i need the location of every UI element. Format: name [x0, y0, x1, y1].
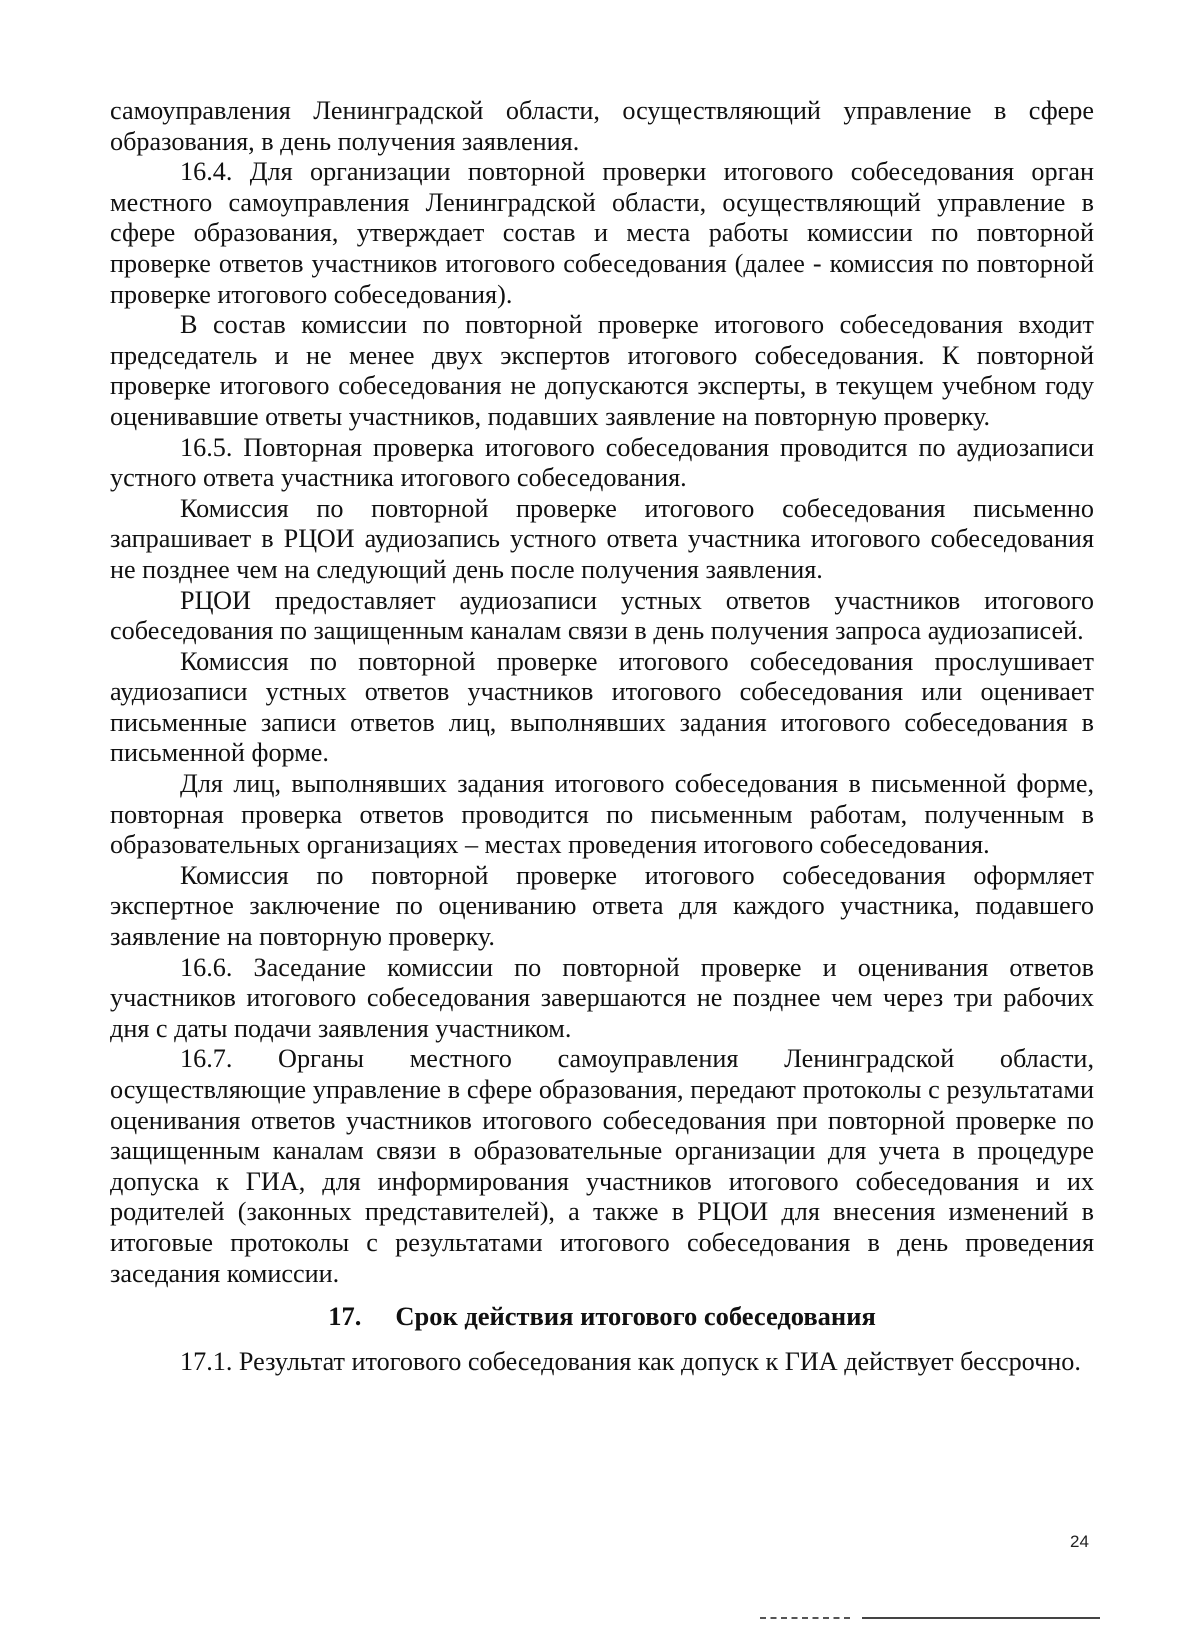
paragraph-continuation: самоуправления Ленинградской области, осуществляющий управление в сфере образования, в день получения заявления. [110, 96, 1094, 156]
paragraph-rcoi-provides: РЦОИ предоставляет аудиозаписи устных ответов участников итогового собеседования по защищенным каналам связи в день получения запроса аудиозаписей. [110, 585, 1094, 646]
section-title: Срок действия итогового собеседования [395, 1301, 876, 1332]
paragraph-commission-composition: В состав комиссии по повторной проверке итогового собеседования входит председатель и не менее двух экспертов итогового собеседования. К повторной проверке итогового собеседования не допускаются эксперты, в текущем учебном году оценивавшие ответы участников, подавших заявление на повторную проверку. [110, 310, 1094, 431]
paragraph-written-form: Для лиц, выполнявших задания итогового собеседования в письменной форме, повторная проверка ответов проводится по письменным работам, полученным в образовательных организациях – местах проведения итогового собеседования. [110, 769, 1094, 860]
paragraph-16-5: 16.5. Повторная проверка итогового собеседования проводится по аудиозаписи устного ответа участника итогового собеседования. [110, 432, 1094, 493]
section-number: 17. [328, 1301, 362, 1332]
paragraph-audio-request: Комиссия по повторной проверке итогового собеседования письменно запрашивает в РЦОИ аудиозапись устного ответа участника итогового собеседования не позднее чем на следующий день после получения заявления. [110, 493, 1094, 584]
paragraph-16-6: 16.6. Заседание комиссии по повторной проверке и оценивания ответов участников итогового собеседования завершаются не позднее чем через три рабочих дня с даты подачи заявления участником. [110, 952, 1094, 1043]
paragraph-commission-listens: Комиссия по повторной проверке итогового собеседования прослушивает аудиозаписи устных ответов участников итогового собеседования или оценивает письменные записи ответов лиц, выполнявших задания итогового собеседования в письменной форме. [110, 646, 1094, 768]
paragraph-expert-conclusion: Комиссия по повторной проверке итогового собеседования оформляет экспертное заключение по оцениванию ответа для каждого участника, подавшего заявление на повторную проверку. [110, 860, 1094, 952]
paragraph-17-1: 17.1. Результат итогового собеседования как допуск к ГИА действует бессрочно. [180, 1347, 1081, 1377]
scan-artifact-line [862, 1617, 1100, 1619]
section-heading [110, 1299, 1094, 1333]
document-body [110, 96, 1094, 1378]
paragraph-16-7: 16.7. Органы местного самоуправления Ленинградской области, осуществляющие управление в сфере образования, передают протоколы с результатами оценивания ответов участников итогового собеседования при повторной проверке по защищенным каналам связи в образовательные организации для учета в процедуре допуска к ГИА, для информирования участников итогового собеседования и их родителей (законных представителей), а также в РЦОИ для внесения изменений в итоговые протоколы с результатами итогового собеседования в день проведения заседания комиссии. [110, 1044, 1094, 1288]
page-number: 24 [1070, 1532, 1089, 1551]
scan-artifact-line [760, 1617, 850, 1619]
paragraph-16-4: 16.4. Для организации повторной проверки итогового собеседования орган местного самоуправления Ленинградской области, осуществляющий управление в сфере образования, утверждает состав и места работы комиссии по повторной проверке ответов участников итогового собеседования (далее - комиссия по повторной проверке итогового собеседования). [110, 157, 1094, 309]
